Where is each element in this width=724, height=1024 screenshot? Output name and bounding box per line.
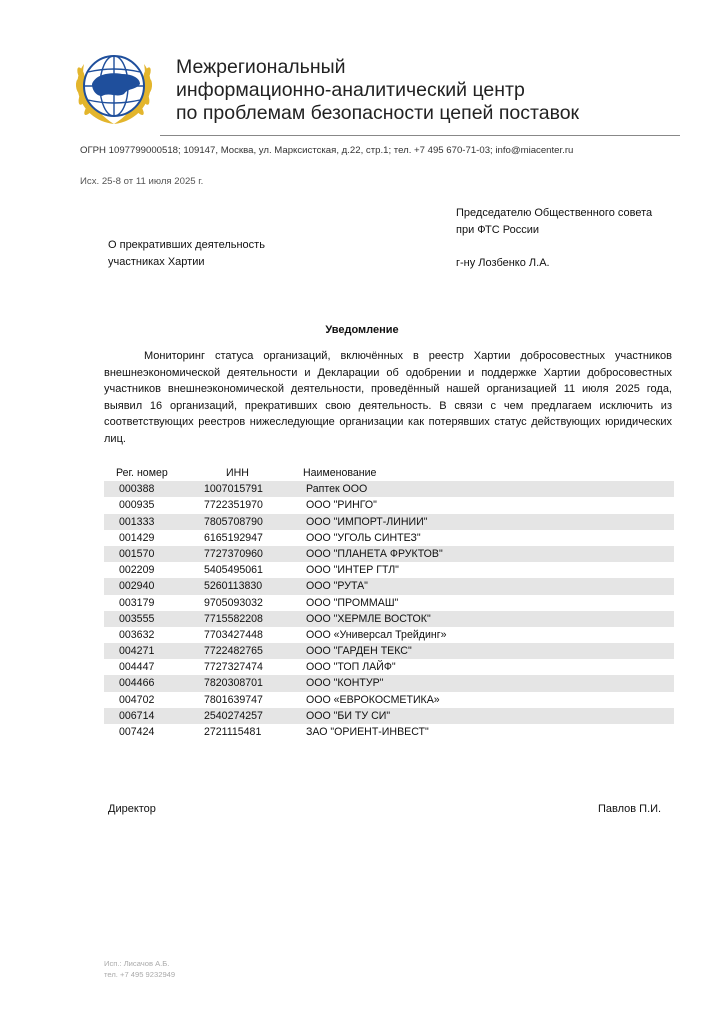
cell-reg-number: 000388	[119, 483, 155, 496]
org-name-line: информационно-аналитический центр	[176, 79, 525, 101]
cell-name: ООО "ПЛАНЕТА ФРУКТОВ"	[306, 547, 443, 560]
table-row	[104, 546, 674, 562]
signatory-role: Директор	[108, 803, 156, 815]
cell-name: ООО "ПРОММАШ"	[306, 596, 399, 609]
table-row	[104, 595, 674, 611]
subject-line: участниках Хартии	[108, 255, 205, 268]
contact-details: ОГРН 1097799000518; 109147, Москва, ул. Марксистская, д.22, стр.1; тел. +7 495 670-71-03; info@miacenter.ru	[80, 145, 574, 156]
cell-reg-number: 004447	[119, 661, 155, 674]
cell-reg-number: 004702	[119, 693, 155, 706]
cell-name: ООО "РИНГО"	[306, 499, 377, 512]
cell-inn: 7722351970	[204, 499, 263, 512]
cell-inn: 2721115481	[204, 726, 262, 738]
cell-inn: 2540274257	[204, 709, 263, 722]
cell-inn: 7715582208	[204, 612, 263, 625]
cell-name: Раптек ООО	[306, 483, 368, 496]
cell-reg-number: 004271	[119, 645, 155, 658]
table-row	[104, 611, 674, 627]
table-header-row	[104, 465, 674, 481]
cell-name: ООО "ИНТЕР ГТЛ"	[306, 564, 399, 577]
table-row	[104, 627, 674, 643]
cell-inn: 5405495061	[204, 564, 263, 577]
addressee-line: г-ну Лозбенко Л.А.	[456, 256, 550, 269]
table-row	[104, 675, 674, 691]
subject-line: О прекративших деятельность	[108, 239, 265, 251]
cell-name: ООО "ХЕРМЛЕ ВОСТОК"	[306, 612, 431, 625]
table-row	[104, 514, 674, 530]
notice-paragraph: Мониторинг статуса организаций, включённых в реестр Хартии добросовестных участников внешнеэкономической деятельности и Декларации об одобрении и поддержке Хартии добросовестных участников внешнеэкономической деятельности, проведённый нашей организацией 11 июля 2025 года, выявил 16 организаций, прекративших свою деятельность. В связи с чем предлагаем исключить из соответствующих реестров нижеследующие организации как потерявших статус действующих юридических лиц.	[104, 350, 672, 445]
cell-inn: 7801639747	[204, 693, 263, 706]
column-header-reg-number: Рег. номер	[116, 467, 168, 479]
cell-inn: 7727327474	[204, 661, 263, 674]
cell-reg-number: 001570	[119, 547, 155, 560]
organization-logo	[70, 44, 158, 132]
header-divider	[160, 135, 680, 136]
cell-reg-number: 006714	[119, 709, 155, 722]
table-row	[104, 481, 674, 497]
cell-reg-number: 003632	[119, 628, 155, 641]
table-row	[104, 659, 674, 675]
organization-name	[176, 56, 696, 125]
cell-reg-number: 003179	[119, 596, 155, 609]
cell-name: ЗАО "ОРИЕНТ-ИНВЕСТ"	[306, 726, 429, 738]
cell-name: ООО "ГАРДЕН ТЕКС"	[306, 645, 412, 658]
table-row	[104, 643, 674, 659]
cell-reg-number: 000935	[119, 499, 155, 512]
table-row	[104, 530, 674, 546]
table-row	[104, 708, 674, 724]
addressee-block	[456, 205, 652, 271]
subject-block	[108, 237, 265, 270]
cell-name: ООО "РУТА"	[306, 580, 368, 593]
signatory-name: Павлов П.И.	[598, 803, 662, 815]
table-row	[104, 497, 674, 513]
notice-title: Уведомление	[325, 324, 399, 336]
cell-inn: 7820308701	[204, 677, 263, 690]
executor-name: Исп.: Лисачов А.Б.	[104, 959, 170, 968]
cell-inn: 7722482765	[204, 645, 263, 658]
cell-inn: 7805708790	[204, 515, 263, 528]
addressee-line: при ФТС России	[456, 223, 539, 236]
cell-inn: 9705093032	[204, 596, 263, 609]
cell-inn: 6165192947	[204, 531, 263, 544]
notice-body	[104, 348, 672, 448]
table-row	[104, 578, 674, 594]
cell-reg-number: 004466	[119, 677, 155, 690]
cell-inn: 7703427448	[204, 628, 263, 641]
executor-info	[104, 958, 175, 980]
cell-inn: 7727370960	[204, 547, 263, 560]
cell-inn: 1007015791	[204, 483, 263, 496]
organizations-table	[104, 465, 674, 740]
cell-reg-number: 002209	[119, 564, 155, 577]
org-name-line: по проблемам безопасности цепей поставок	[176, 102, 580, 124]
cell-name: ООО "БИ ТУ СИ"	[306, 709, 391, 722]
table-row	[104, 562, 674, 578]
cell-reg-number: 007424	[119, 726, 155, 738]
outgoing-reference: Исх. 25-8 от 11 июля 2025 г.	[80, 176, 204, 187]
table-body	[104, 481, 674, 740]
cell-reg-number: 001333	[119, 515, 155, 528]
cell-name: ООО "ИМПОРТ-ЛИНИИ"	[306, 515, 428, 528]
addressee-line: Председателю Общественного совета	[456, 207, 653, 219]
table-row	[104, 724, 674, 740]
column-header-name: Наименование	[303, 467, 377, 479]
executor-phone: тел. +7 495 9232949	[104, 970, 176, 979]
cell-name: ООО "ТОП ЛАЙФ"	[306, 661, 396, 674]
cell-reg-number: 002940	[119, 580, 155, 593]
cell-reg-number: 003555	[119, 612, 155, 625]
cell-name: ООО "УГОЛЬ СИНТЕЗ"	[306, 531, 421, 544]
cell-name: ООО «Универсал Трейдинг»	[306, 628, 447, 641]
cell-inn: 5260113830	[204, 580, 263, 593]
cell-name: ООО «ЕВРОКОСМЕТИКА»	[306, 693, 440, 706]
cell-name: ООО "КОНТУР"	[306, 677, 384, 690]
cell-reg-number: 001429	[119, 531, 155, 544]
org-name-line: Межрегиональный	[176, 56, 346, 78]
column-header-inn: ИНН	[226, 467, 249, 479]
table-row	[104, 692, 674, 708]
